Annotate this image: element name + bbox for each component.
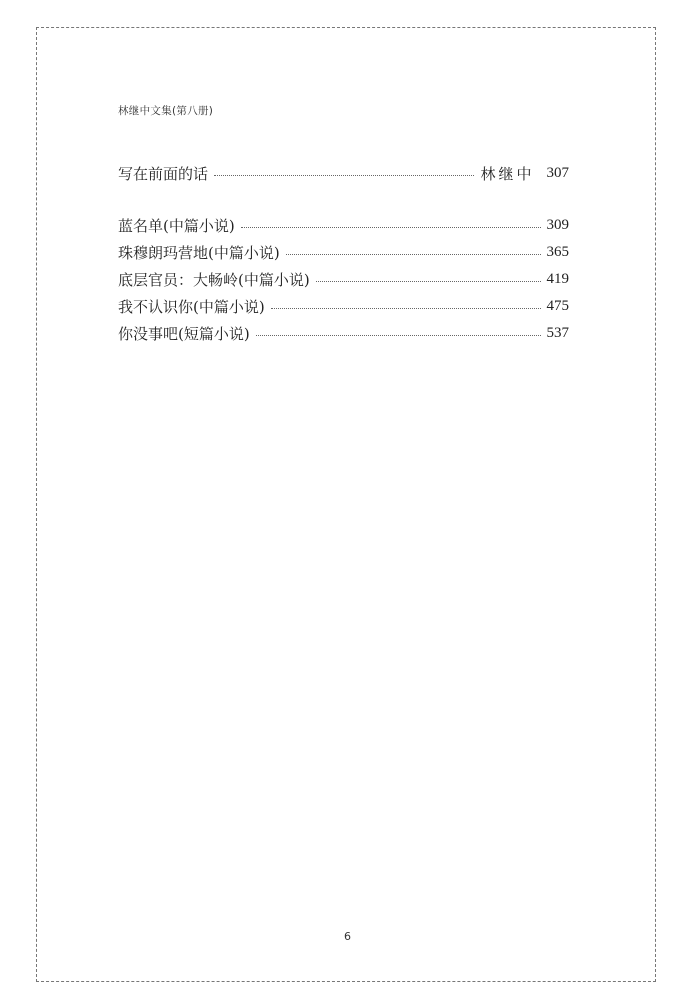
toc-title: 底层官员：大畅岭(中篇小说) bbox=[118, 270, 310, 289]
toc-leader-dots bbox=[286, 254, 541, 255]
toc-title: 写在前面的话 bbox=[118, 164, 209, 183]
toc-author: 林继中 bbox=[480, 164, 535, 183]
toc-leader-dots bbox=[214, 175, 474, 176]
toc-leader-dots bbox=[271, 308, 541, 309]
toc-title: 蓝名单(中篇小说) bbox=[118, 216, 235, 235]
toc-row bbox=[118, 242, 569, 262]
page-number: 6 bbox=[344, 930, 351, 943]
toc-row bbox=[118, 215, 569, 235]
toc-leader-dots bbox=[241, 227, 541, 228]
running-header: 林继中文集(第八册) bbox=[118, 105, 214, 117]
toc-title: 你没事吧(短篇小说) bbox=[118, 324, 250, 343]
toc-page-number: 419 bbox=[546, 270, 569, 287]
toc-row-preface bbox=[118, 163, 569, 183]
toc-row bbox=[118, 296, 569, 316]
toc-page-number: 309 bbox=[546, 216, 569, 233]
toc-leader-dots bbox=[316, 281, 541, 282]
toc-page-number: 365 bbox=[546, 243, 569, 260]
toc-page-number: 537 bbox=[546, 324, 569, 341]
toc-title: 我不认识你(中篇小说) bbox=[118, 297, 265, 316]
toc-page-number: 475 bbox=[546, 297, 569, 314]
toc-row bbox=[118, 269, 569, 289]
toc-row bbox=[118, 323, 569, 343]
toc-page-number: 307 bbox=[546, 164, 569, 181]
toc-leader-dots bbox=[256, 335, 541, 336]
toc-title: 珠穆朗玛营地(中篇小说) bbox=[118, 243, 280, 262]
